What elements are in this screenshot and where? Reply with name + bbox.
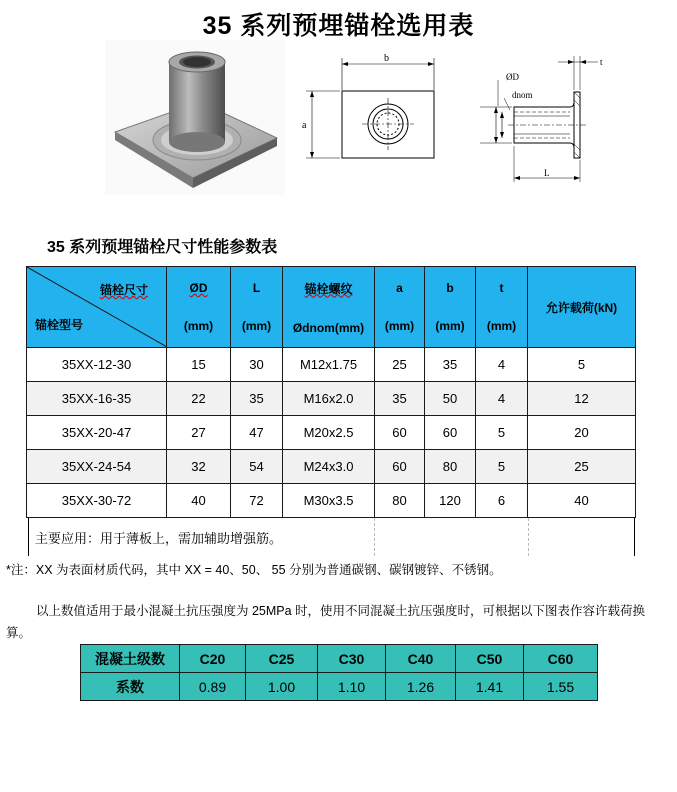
cell-load: 40 <box>528 484 636 518</box>
corner-label-model: 锚栓型号 <box>35 318 84 332</box>
side-view-drawing <box>478 50 613 190</box>
cell-model: 35XX-24-54 <box>27 450 167 484</box>
cell-a: 60 <box>375 450 425 484</box>
grade-cell: C50 <box>456 645 524 673</box>
table-row <box>27 382 636 416</box>
cell-t: 6 <box>476 484 528 518</box>
cell-t: 4 <box>476 348 528 382</box>
coef-cell: 1.26 <box>386 673 456 701</box>
table-row <box>27 348 636 382</box>
label-a: a <box>302 120 307 131</box>
application-note: 主要应用：用于薄板上，需加辅助增强筋。 <box>28 518 635 556</box>
coef-header-label: 混凝土级数 <box>81 645 180 673</box>
cell-a: 35 <box>375 382 425 416</box>
cell-b: 120 <box>425 484 476 518</box>
coef-header-row <box>81 645 598 673</box>
section-title: 35 系列预埋锚栓尺寸性能参数表 <box>47 239 278 256</box>
cell-model: 35XX-16-35 <box>27 382 167 416</box>
cell-b: 50 <box>425 382 476 416</box>
cell-phiD: 32 <box>167 450 231 484</box>
cell-model: 35XX-30-72 <box>27 484 167 518</box>
front-view-drawing <box>300 50 450 180</box>
cell-load: 20 <box>528 416 636 450</box>
cell-b: 80 <box>425 450 476 484</box>
page-title: 35 系列预埋锚栓选用表 <box>202 12 475 40</box>
cell-phiD: 40 <box>167 484 231 518</box>
cell-L: 30 <box>231 348 283 382</box>
header-t: t (mm) <box>476 267 528 348</box>
coef-cell: 1.41 <box>456 673 524 701</box>
label-b: b <box>384 53 389 64</box>
cell-L: 47 <box>231 416 283 450</box>
grade-cell: C30 <box>318 645 386 673</box>
cell-a: 25 <box>375 348 425 382</box>
header-thread: 锚栓螺纹 Ødnom(mm) <box>283 267 375 348</box>
cell-L: 72 <box>231 484 283 518</box>
header-phiD: ØD (mm) <box>167 267 231 348</box>
header-a: a (mm) <box>375 267 425 348</box>
corner-header <box>27 267 167 348</box>
cell-b: 60 <box>425 416 476 450</box>
coef-cell: 1.55 <box>524 673 598 701</box>
cell-thread: M12x1.75 <box>283 348 375 382</box>
cell-b: 35 <box>425 348 476 382</box>
corner-label-size: 锚栓尺寸 <box>99 283 148 297</box>
spec-table <box>26 266 636 518</box>
cell-t: 5 <box>476 416 528 450</box>
cell-load: 12 <box>528 382 636 416</box>
cell-phiD: 27 <box>167 416 231 450</box>
cell-a: 80 <box>375 484 425 518</box>
header-b: b (mm) <box>425 267 476 348</box>
cell-L: 35 <box>231 382 283 416</box>
cell-t: 4 <box>476 382 528 416</box>
divider <box>374 518 375 556</box>
coef-cell: 1.10 <box>318 673 386 701</box>
spec-header-row <box>27 267 636 348</box>
label-t: t <box>600 57 603 67</box>
label-L: L <box>544 168 550 178</box>
cell-thread: M30x3.5 <box>283 484 375 518</box>
cell-t: 5 <box>476 450 528 484</box>
header-L: L (mm) <box>231 267 283 348</box>
cell-load: 5 <box>528 348 636 382</box>
grade-cell: C40 <box>386 645 456 673</box>
conversion-paragraph: 以上数值适用于最小混凝土抗压强度为 25MPa 时，使用不同混凝土抗压强度时，可根据以下图表作容许载荷换算。 <box>6 604 646 640</box>
cell-thread: M24x3.0 <box>283 450 375 484</box>
footnote: *注：XX 为表面材质代码，其中 XX = 40、50、 55 分别为普通碳钢、碳钢镀锌、不锈钢。 <box>6 563 502 577</box>
cell-thread: M20x2.5 <box>283 416 375 450</box>
coefficient-table <box>80 644 598 701</box>
table-row <box>27 450 636 484</box>
coef-row-label: 系数 <box>81 673 180 701</box>
anchor-product-photo <box>105 40 285 195</box>
grade-cell: C25 <box>246 645 318 673</box>
divider <box>528 518 529 556</box>
header-load: 允许载荷(kN) <box>528 267 636 348</box>
cell-phiD: 22 <box>167 382 231 416</box>
coef-cell: 1.00 <box>246 673 318 701</box>
table-row <box>27 484 636 518</box>
cell-load: 25 <box>528 450 636 484</box>
cell-a: 60 <box>375 416 425 450</box>
table-row <box>27 416 636 450</box>
cell-model: 35XX-12-30 <box>27 348 167 382</box>
grade-cell: C20 <box>180 645 246 673</box>
coef-cell: 0.89 <box>180 673 246 701</box>
grade-cell: C60 <box>524 645 598 673</box>
coef-value-row <box>81 673 598 701</box>
label-dnom: dnom <box>512 90 533 100</box>
cell-model: 35XX-20-47 <box>27 416 167 450</box>
cell-L: 54 <box>231 450 283 484</box>
cell-thread: M16x2.0 <box>283 382 375 416</box>
label-phiD: ØD <box>506 72 519 82</box>
cell-phiD: 15 <box>167 348 231 382</box>
